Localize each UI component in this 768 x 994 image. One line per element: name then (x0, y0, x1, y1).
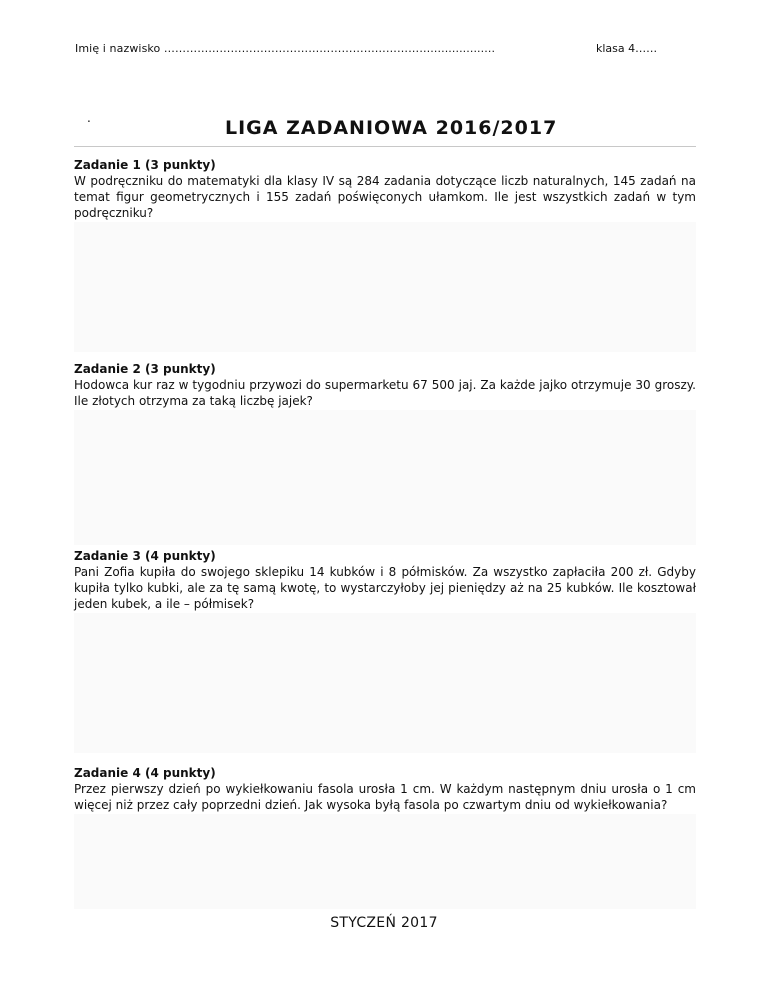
task-1-answer-area[interactable] (74, 222, 696, 352)
task-2-body: Hodowca kur raz w tygodniu przywozi do supermarketu 67 500 jaj. Za każde jajko otrzymuje 30 groszy. Ile złotych otrzyma za taką liczbę jajek? (74, 378, 696, 408)
task-2-heading: Zadanie 2 (3 punkty) (74, 362, 216, 376)
task-4-answer-area[interactable] (74, 814, 696, 909)
class-field-label: klasa 4…… (596, 42, 658, 55)
footer-date: STYCZEŃ 2017 (330, 915, 438, 931)
title-divider (74, 146, 696, 147)
task-3-answer-area[interactable] (74, 613, 696, 753)
task-3-heading: Zadanie 3 (4 punkty) (74, 549, 216, 563)
task-2 (74, 361, 696, 409)
task-1 (74, 157, 696, 221)
task-4 (74, 765, 696, 813)
page-title: LIGA ZADANIOWA 2016/2017 (225, 117, 558, 139)
stray-mark: . (87, 111, 91, 125)
name-field-label: Imię i nazwisko ……………………………………………………………….................. (75, 42, 496, 55)
task-3 (74, 548, 696, 612)
task-2-answer-area[interactable] (74, 410, 696, 545)
task-1-body: W podręczniku do matematyki dla klasy IV są 284 zadania dotyczące liczb naturalnych, 145 zadań na temat figur geometrycznych i 155 zadań poświęconych ułamkom. Ile jest wszystkich zadań w tym podręczniku? (74, 174, 696, 220)
task-3-body: Pani Zofia kupiła do swojego sklepiku 14 kubków i 8 półmisków. Za wszystko zapłaciła 200 zł. Gdyby kupiła tylko kubki, ale za tę samą kwotę, to wystarczyłoby jej pieniędzy aż na 25 kubków. Ile kosztował jeden kubek, a ile – półmisek? (74, 565, 696, 611)
task-1-heading: Zadanie 1 (3 punkty) (74, 158, 216, 172)
task-4-heading: Zadanie 4 (4 punkty) (74, 766, 216, 780)
task-4-body: Przez pierwszy dzień po wykiełkowaniu fasola urosła 1 cm. W każdym następnym dniu urosła o 1 cm więcej niż przez cały poprzedni dzień. Jak wysoka byłą fasola po czwartym dniu od wykiełkowania? (74, 782, 696, 812)
